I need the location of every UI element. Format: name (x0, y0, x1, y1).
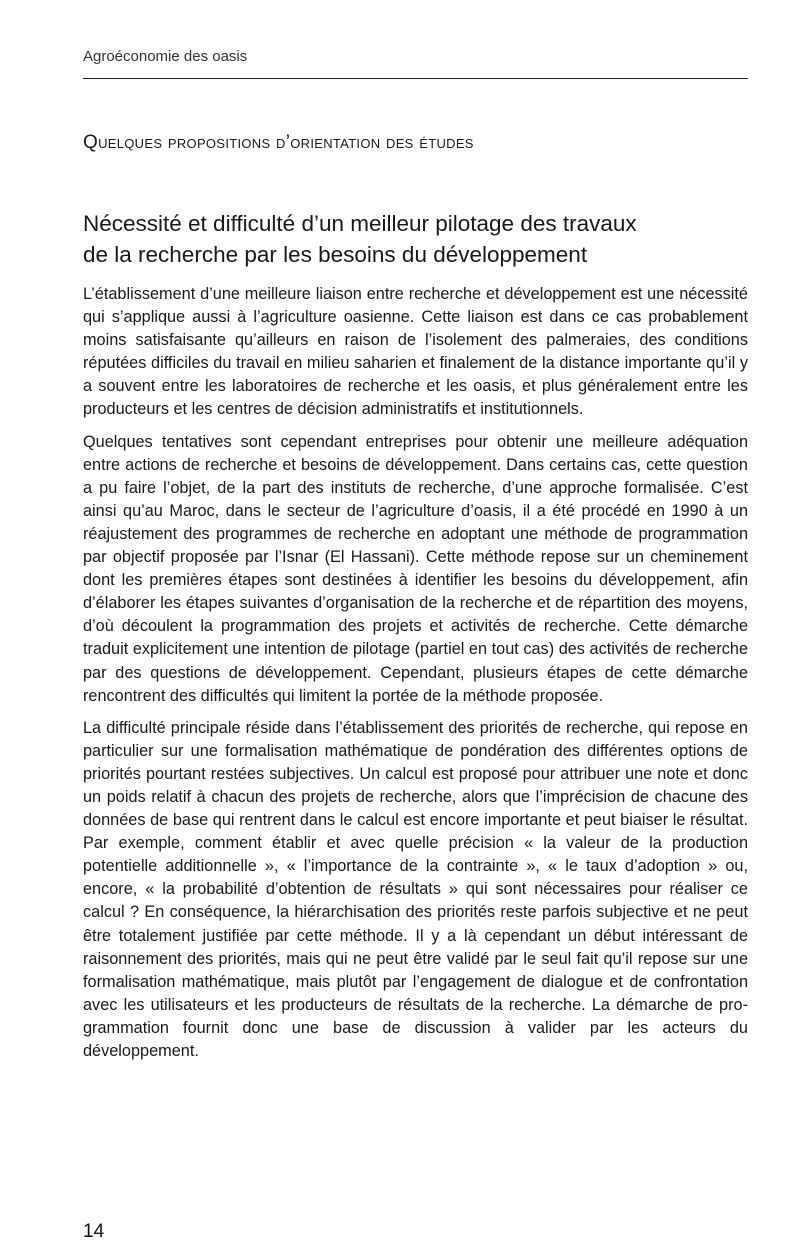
body-text (83, 283, 748, 1072)
section-title-line-1: Nécessité et difficulté d’un meilleur pilotage des travaux (83, 211, 637, 236)
header-rule (83, 78, 748, 79)
page-number: 14 (83, 1221, 105, 1242)
running-head: Agroéconomie des oasis (83, 48, 248, 65)
section-title-line-2: de la recherche par les besoins du développement (83, 242, 588, 267)
section-title (83, 208, 748, 270)
paragraph-1: L’établissement d’une meilleure liaison entre recherche et développement est une nécessité qui s’applique aussi à l’agriculture oasienne. Cette liaison est dans ce cas probablement moins satisfaisante qu’ailleurs en raison de l’isolement des palmeraies, des conditions réputées difficiles du travail en milieu saharien et finalement de la distance importante qu’il y a souvent entre les laboratoires de recherche et les oasis, et plus généralement entre les producteurs et les centres de décision administratifs et institutionnels. (83, 285, 748, 419)
paragraph-2: Quelques tentatives sont cependant entreprises pour obtenir une meilleure adéquation entre actions de recherche et besoins de développement. Dans certains cas, cette question a pu faire l’objet, de la part des instituts de recherche, d’une approche formalisée. C’est ainsi qu’au Maroc, dans le secteur de l’agriculture d’oasis, il a été procédé en 1990 à un réajustement des programmes de recherche en adoptant une méthode de programmation par objectif proposée par l’Isnar (El Hassani). Cette méthode repose sur un cheminement dont les premières étapes sont destinées à identifier les besoins du développement, afin d’élaborer les étapes suivantes d’organisation de la recherche et de répartition des moyens, d’où découlent la programmation des projets et activités de recherche. Cette démarche traduit explicitement une intention de pilotage (partiel en tout cas) des activités de recherche par des questions de développement. Cependant, plusieurs étapes de cette démarche rencontrent des difficultés qui limitent la portée de la méthode proposée. (83, 432, 748, 705)
paragraph-3: La difficulté principale réside dans l’établissement des priorités de recherche, qui repose en particulier sur une formalisation mathématique de pondération des différentes options de priorités pourtant restées subjectives. Un calcul est proposé pour attribuer une note et donc un poids relatif à chacun des projets de recherche, alors que l’imprécision de chacune des données de base qui rentrent dans le calcul est encore importante et peut biaiser le résultat. Par exemple, comment établir et avec quelle précision « la valeur de la production potentielle additionnelle », « l’importance de la contrainte », « le taux d’adoption » ou, encore, « la probabilité d’obtention de résultats » qui sont nécessaires pour réaliser ce calcul ? En conséquence, la hiérarchisation des priorités reste parfois subjective et ne peut être totalement justifiée par cette méthode. Il y a là cependant un début intéressant de raisonnement des priorités, mais qui ne peut être validé par le seul fait qu’il repose sur une formalisation mathématique, mais plutôt par l’engagement de dialogue et de confrontation avec les utilisateurs et les producteurs de résultats de la recherche. La démarche de programmation fournit donc une base de discussion à valider par les acteurs du développement. (83, 718, 748, 1060)
chapter-title: Quelques propositions d’orientation des études (83, 132, 474, 153)
